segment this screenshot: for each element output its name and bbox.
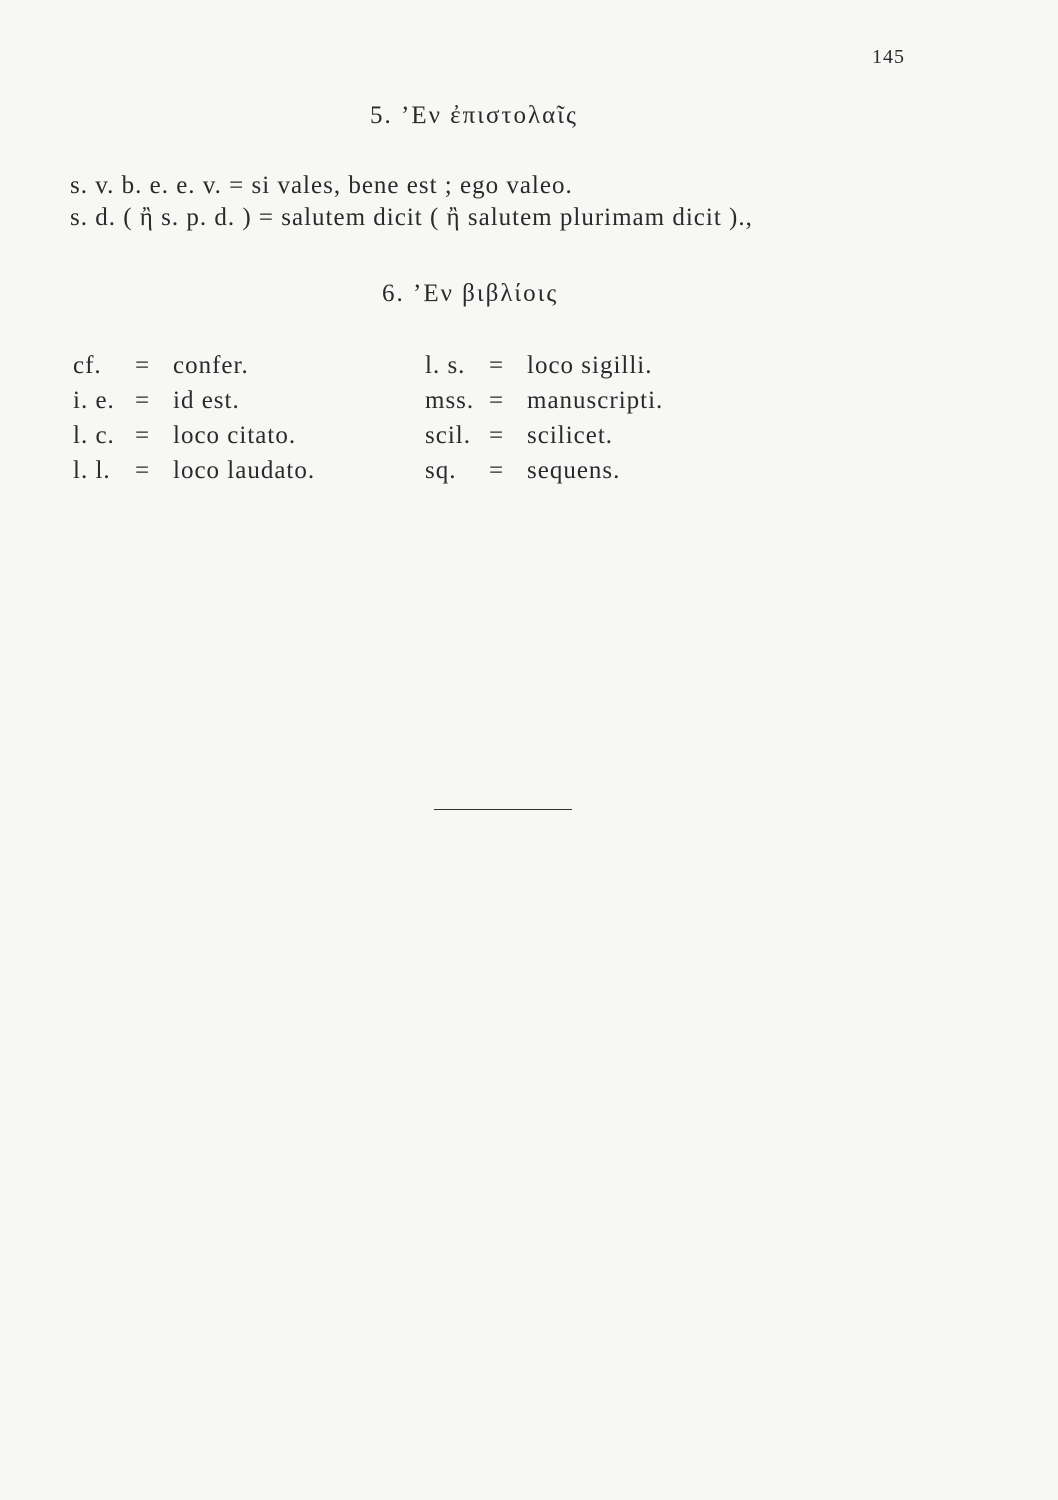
equals-sign: = [135, 457, 151, 484]
abbreviation: l. l. [73, 457, 111, 484]
equals-sign: = [489, 422, 505, 449]
abbreviation-row [73, 457, 315, 492]
abbreviation-meaning: loco citato. [173, 422, 297, 449]
abbreviation-meaning: loco sigilli. [527, 352, 653, 379]
abbreviation-meaning: manuscripti. [527, 387, 664, 414]
abbreviation-row [73, 387, 315, 422]
abbreviation-meaning: loco laudato. [173, 457, 316, 484]
equals-sign: = [489, 457, 505, 484]
section-end-rule [434, 809, 572, 810]
abbreviation-column-right [425, 352, 663, 492]
abbreviation: sq. [425, 457, 457, 484]
equals-sign: = [489, 352, 505, 379]
letter-abbreviation-line: s. v. b. e. e. v. = si vales, bene est ; ego valeo. [70, 172, 573, 199]
abbreviation-row [73, 352, 315, 387]
abbreviation: l. s. [425, 352, 466, 379]
letter-abbreviation-line: s. d. ( ἢ s. p. d. ) = salutem dicit ( ἢ salutem plurimam dicit )., [70, 204, 753, 231]
abbreviation: mss. [425, 387, 475, 414]
abbreviation-column-left [73, 352, 315, 492]
equals-sign: = [135, 422, 151, 449]
equals-sign: = [135, 352, 151, 379]
page-number: 145 [872, 46, 905, 68]
abbreviation: i. e. [73, 387, 115, 414]
abbreviation: scil. [425, 422, 471, 449]
equals-sign: = [489, 387, 505, 414]
section-6-heading: 6. ’Εν βιβλίοις [382, 280, 559, 307]
abbreviation-meaning: scilicet. [527, 422, 614, 449]
abbreviation-row [425, 457, 663, 492]
abbreviation-row [425, 387, 663, 422]
abbreviation: cf. [73, 352, 102, 379]
abbreviation: l. c. [73, 422, 115, 449]
section-5-heading: 5. ’Εν ἐπιστολαῖς [370, 102, 578, 129]
abbreviation-row [425, 422, 663, 457]
equals-sign: = [135, 387, 151, 414]
abbreviation-meaning: sequens. [527, 457, 621, 484]
abbreviation-meaning: id est. [173, 387, 240, 414]
abbreviation-row [73, 422, 315, 457]
abbreviation-row [425, 352, 663, 387]
abbreviation-meaning: confer. [173, 352, 249, 379]
